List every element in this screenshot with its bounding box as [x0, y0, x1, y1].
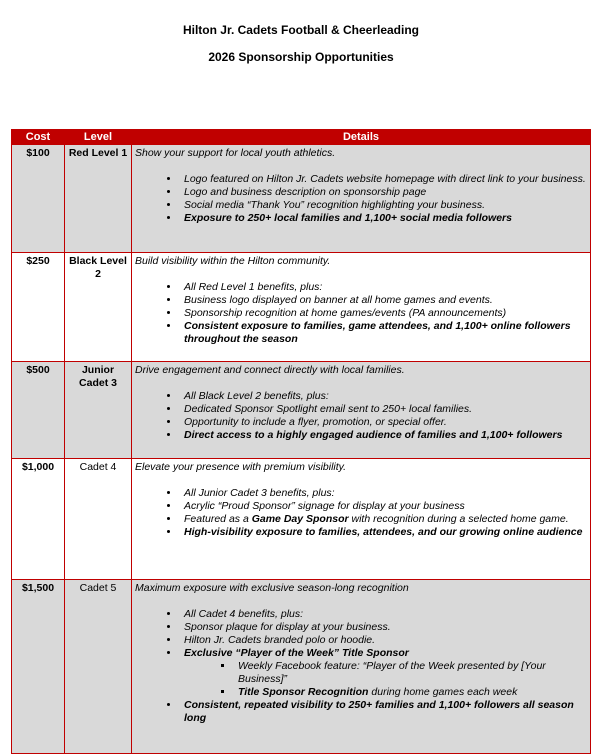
benefit-item: • Social media “Thank You” recognition highlighting your business.: [180, 199, 587, 212]
details-cell: [132, 253, 591, 362]
benefit-list: [135, 390, 587, 442]
benefit-item: • Consistent exposure to families, game attendees, and 1,100+ online followers throughout the season: [180, 320, 587, 346]
level-cell: Black Level 2: [65, 253, 132, 362]
level-cell: Junior Cadet 3: [65, 362, 132, 459]
column-header-details: Details: [132, 130, 591, 145]
benefit-text: with recognition during a selected home game.: [348, 513, 569, 525]
benefit-list: [135, 608, 587, 725]
tier-intro: Drive engagement and connect directly with local families.: [135, 364, 405, 376]
benefit-list: [135, 173, 587, 225]
benefit-text: Exclusive “Player of the Week” Title Sponsor: [184, 647, 409, 659]
benefit-item: • Dedicated Sponsor Spotlight email sent to 250+ local families.: [180, 403, 587, 416]
table-header-row: [12, 130, 591, 145]
benefit-item: [180, 647, 587, 699]
level-cell: Cadet 4: [65, 459, 132, 580]
benefit-item: • Business logo displayed on banner at all home games and events.: [180, 294, 587, 307]
table-row: [12, 253, 591, 362]
level-cell: Red Level 1: [65, 145, 132, 253]
table-row: [12, 580, 591, 754]
benefit-list: [135, 281, 587, 346]
benefit-item: • High-visibility exposure to families, attendees, and our growing online audience: [180, 526, 587, 539]
cost-cell: $250: [12, 253, 65, 362]
benefit-item: • All Junior Cadet 3 benefits, plus:: [180, 487, 587, 500]
table-row: [12, 459, 591, 580]
table-row: [12, 145, 591, 253]
benefit-item: • Hilton Jr. Cadets branded polo or hoodie.: [180, 634, 587, 647]
benefit-item: • Logo featured on Hilton Jr. Cadets website homepage with direct link to your business.: [180, 173, 587, 186]
details-cell: [132, 580, 591, 754]
level-cell: Cadet 5: [65, 580, 132, 754]
column-header-cost: Cost: [12, 130, 65, 145]
benefit-highlight: Game Day Sponsor: [251, 513, 349, 525]
cost-cell: $500: [12, 362, 65, 459]
benefit-item: • Logo and business description on sponsorship page: [180, 186, 587, 199]
benefit-item: • All Red Level 1 benefits, plus:: [180, 281, 587, 294]
benefit-text: Featured as a: [184, 513, 252, 525]
tier-intro: Elevate your presence with premium visibility.: [135, 461, 347, 473]
document-title: Hilton Jr. Cadets Football & Cheerleading: [182, 23, 420, 37]
sub-benefit-item: [234, 686, 587, 699]
sub-benefit-item: ▪ Weekly Facebook feature: “Player of the Week presented by [Your Business]”: [234, 660, 587, 686]
tier-intro: Show your support for local youth athletics.: [135, 147, 336, 159]
benefit-highlight: Title Sponsor Recognition: [238, 686, 369, 698]
details-cell: [132, 362, 591, 459]
cost-cell: $1,000: [12, 459, 65, 580]
column-header-level: Level: [65, 130, 132, 145]
benefit-item: [180, 513, 587, 526]
benefit-item: • Acrylic “Proud Sponsor” signage for display at your business: [180, 500, 587, 513]
benefit-item: • All Cadet 4 benefits, plus:: [180, 608, 587, 621]
benefit-item: • Sponsorship recognition at home games/events (PA announcements): [180, 307, 587, 320]
cost-cell: $100: [12, 145, 65, 253]
benefit-item: • Opportunity to include a flyer, promotion, or special offer.: [180, 416, 587, 429]
document-subtitle: 2026 Sponsorship Opportunities: [208, 50, 394, 64]
tier-intro: Build visibility within the Hilton community.: [135, 255, 331, 267]
benefit-item: • Exposure to 250+ local families and 1,100+ social media followers: [180, 212, 587, 225]
sub-benefit-list: [184, 660, 587, 699]
benefit-text: during home games each week: [368, 686, 518, 698]
details-cell: [132, 145, 591, 253]
benefit-item: • Direct access to a highly engaged audience of families and 1,100+ followers: [180, 429, 587, 442]
cost-cell: $1,500: [12, 580, 65, 754]
benefit-item: • Consistent, repeated visibility to 250+ families and 1,100+ followers all season long: [180, 699, 587, 725]
benefit-item: • All Black Level 2 benefits, plus:: [180, 390, 587, 403]
benefit-list: [135, 487, 587, 539]
benefit-item: • Sponsor plaque for display at your business.: [180, 621, 587, 634]
sponsorship-table: [11, 129, 591, 754]
table-row: [12, 362, 591, 459]
details-cell: [132, 459, 591, 580]
tier-intro: Maximum exposure with exclusive season-long recognition: [135, 582, 409, 594]
